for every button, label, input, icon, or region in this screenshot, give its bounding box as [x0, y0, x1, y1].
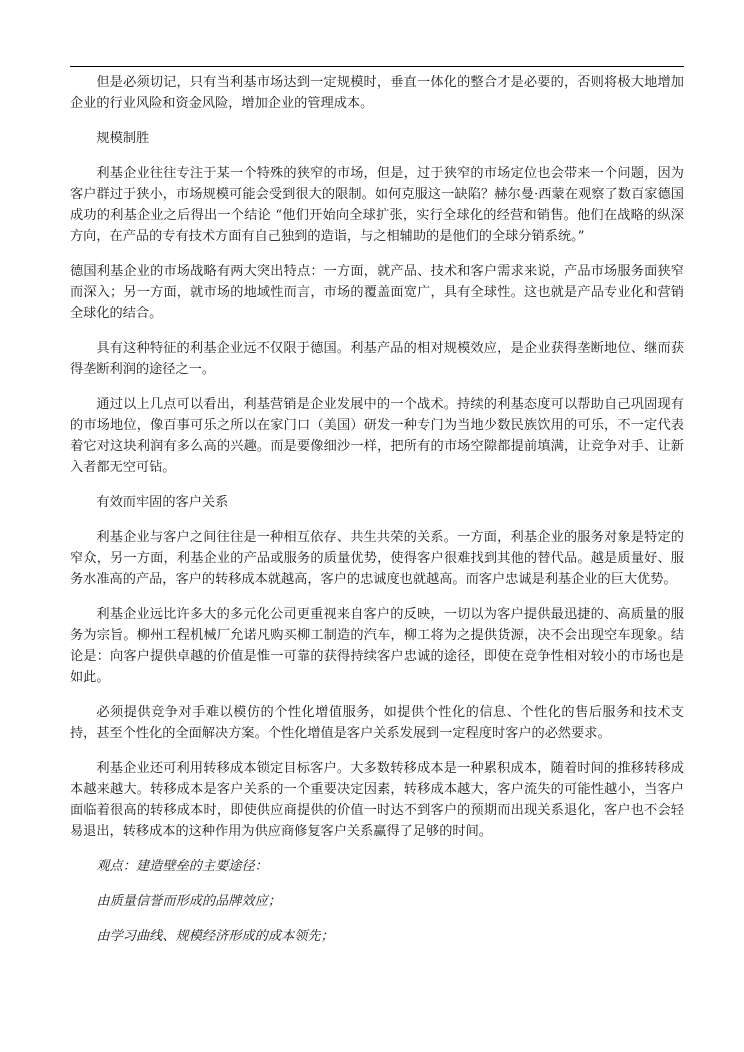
paragraph: 利基企业往往专注于某一个特殊的狭窄的市场，但是，过于狭窄的市场定位也会带来一个问题，因为客户群过于狭小，市场规模可能会受到很大的限制。如何克服这一缺陷？赫尔曼·西蒙在观察了数百家德国成功的利基企业之后得出一个结论 “他们开始向全球扩张，实行全球化的经营和销售。他们在战略的纵深方向，在产品的专有技术方面有自己独到的造诣，与之相辅助的是他们的全球分销系统。” [70, 166, 684, 244]
paragraph: 利基企业远比许多大的多元化公司更重视来自客户的反映，一切以为客户提供最迅捷的、高质量的服务为宗旨。柳州工程机械厂允诺凡购买柳工制造的汽车，柳工将为之提供货源，决不会出现空车现象。结论是：向客户提供卓越的价值是惟一可靠的获得持续客户忠诚的途径，即使在竞争性相对较小的市场也是如此。 [70, 607, 684, 685]
section-heading: 有效而牢固的客户关系 [96, 495, 229, 510]
header-rule [70, 66, 684, 67]
paragraph: 利基企业与客户之间往往是一种相互依存、共生共荣的关系。一方面，利基企业的服务对象是特定的窄众，另一方面，利基企业的产品或服务的质量优势，使得客户很难找到其他的替代品。越是质量好、服务水准高的产品，客户的转移成本就越高，客户的忠诚度也就越高。而客户忠诚是利基企业的巨大优势。 [70, 530, 684, 587]
paragraph: 具有这种特征的利基企业远不仅限于德国。利基产品的相对规模效应，是企业获得垄断地位、继而获得垄断利润的途径之一。 [70, 341, 684, 377]
paragraph: 但是必须切记，只有当利基市场达到一定规模时，垂直一体化的整合才是必要的，否则将极大地增加企业的行业风险和资金风险，增加企业的管理成本。 [70, 75, 684, 111]
italic-point: 观点：建造壁垒的主要途径： [96, 859, 268, 874]
paragraph: 通过以上几点可以看出，利基营销是企业发展中的一个战术。持续的利基态度可以帮助自己巩固现有的市场地位，像百事可乐之所以在家门口（美国）研发一种专门为当地少数民族饮用的可乐，不一定代表着它对这块利润有多么高的兴趣。而是要像细沙一样，把所有的市场空隙都提前填满，让竞争对手、让新入者都无空可钻。 [70, 397, 684, 475]
document-body [70, 72, 684, 961]
section-heading: 规模制胜 [96, 131, 150, 146]
paragraph: 德国利基企业的市场战略有两大突出特点：一方面，就产品、技术和客户需求来说，产品市场服务面狭窄而深入；另一方面，就市场的地域性而言，市场的覆盖面宽广，具有全球性。这也就是产品专业化和营销全球化的结合。 [70, 264, 684, 321]
paragraph: 利基企业还可利用转移成本锁定目标客户。大多数转移成本是一种累积成本，随着时间的推移转移成本越来越大。转移成本是客户关系的一个重要决定因素，转移成本越大，客户流失的可能性越小，当客户面临着很高的转移成本时，即使供应商提供的价值一时达不到客户的预期而出现关系退化，客户也不会轻易退出，转移成本的这种作用为供应商修复客户关系赢得了足够的时间。 [70, 761, 684, 839]
italic-point: 由学习曲线、规模经济形成的成本领先； [96, 929, 334, 944]
italic-point: 由质量信誉而形成的品牌效应； [96, 894, 282, 909]
paragraph: 必须提供竞争对手难以模仿的个性化增值服务，如提供个性化的信息、个性化的售后服务和技术支持，甚至个性化的全面解决方案。个性化增值是客户关系发展到一定程度时客户的必然要求。 [70, 705, 684, 741]
